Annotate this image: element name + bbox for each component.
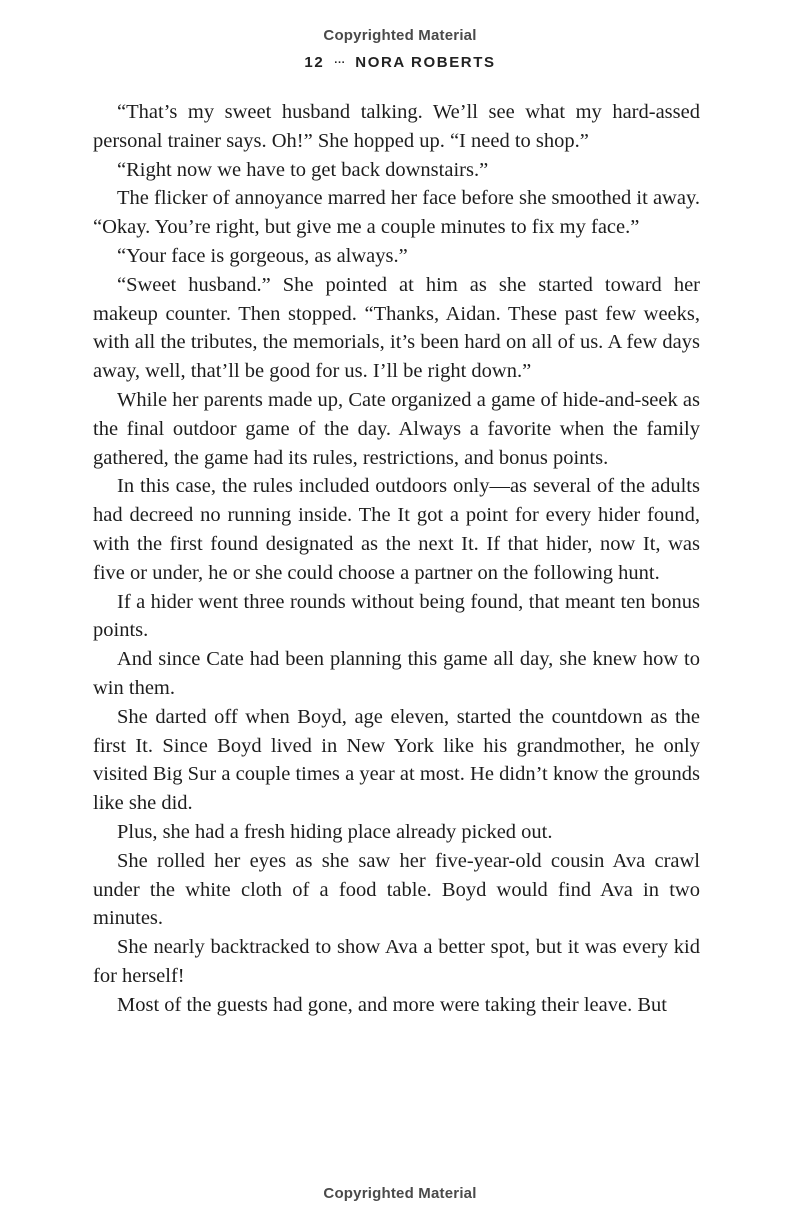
paragraph: In this case, the rules included outdoors only—as several of the adults had decreed no running inside. The It got a point for every hider found, with the first found designated as the next It. If that hider, now It, was five or under, he or she could choose a partner on the following hunt. [93, 475, 700, 584]
paragraph: If a hider went three rounds without being found, that meant ten bonus points. [93, 590, 700, 642]
paragraph: While her parents made up, Cate organized a game of hide-and-seek as the final outdoor game of the day. Always a favorite when the family gathered, the game had its rules, restrictions, and bonus points. [93, 388, 700, 469]
paragraph: The flicker of annoyance marred her face before she smoothed it away. “Okay. You’re right, but give me a couple minutes to fix my face.” [93, 187, 700, 239]
paragraph: “Your face is gorgeous, as always.” [117, 244, 408, 267]
paragraph: She rolled her eyes as she saw her five-year-old cousin Ava crawl under the white cloth of a food table. Boyd would find Ava in two minutes. [93, 849, 700, 930]
paragraph: She nearly backtracked to show Ava a better spot, but it was every kid for herself! [93, 936, 700, 987]
page-number: 12 [304, 54, 325, 71]
paragraph: “That’s my sweet husband talking. We’ll see what my hard-assed personal trainer says. Oh!” She hopped up. “I need to shop.” [93, 101, 700, 152]
author-name: NORA ROBERTS [355, 54, 496, 71]
paragraph: And since Cate had been planning this game all day, she knew how to win them. [93, 648, 700, 699]
paragraph: She darted off when Boyd, age eleven, started the countdown as the first It. Since Boyd lived in New York like his grandmother, he only visited Big Sur a couple times a year at most. He didn’t know the grounds like she did. [93, 705, 700, 815]
copyright-watermark-bottom: Copyrighted Material [323, 1185, 477, 1202]
paragraph: “Sweet husband.” She pointed at him as she started toward her makeup counter. Then stopped. “Thanks, Aidan. These past few weeks, with all the tributes, the memorials, it’s been hard on all of us. A few days away, well, that’ll be good for us. I’ll be right down.” [93, 273, 700, 383]
copyright-watermark-top: Copyrighted Material [323, 27, 477, 44]
running-head [0, 54, 800, 71]
paragraph: Plus, she had a fresh hiding place already picked out. [117, 820, 553, 843]
paragraph: Most of the guests had gone, and more were taking their leave. But [117, 993, 667, 1016]
body-text [93, 98, 700, 1020]
running-head-separator: ··· [334, 57, 346, 70]
paragraph: “Right now we have to get back downstairs.” [117, 158, 489, 181]
